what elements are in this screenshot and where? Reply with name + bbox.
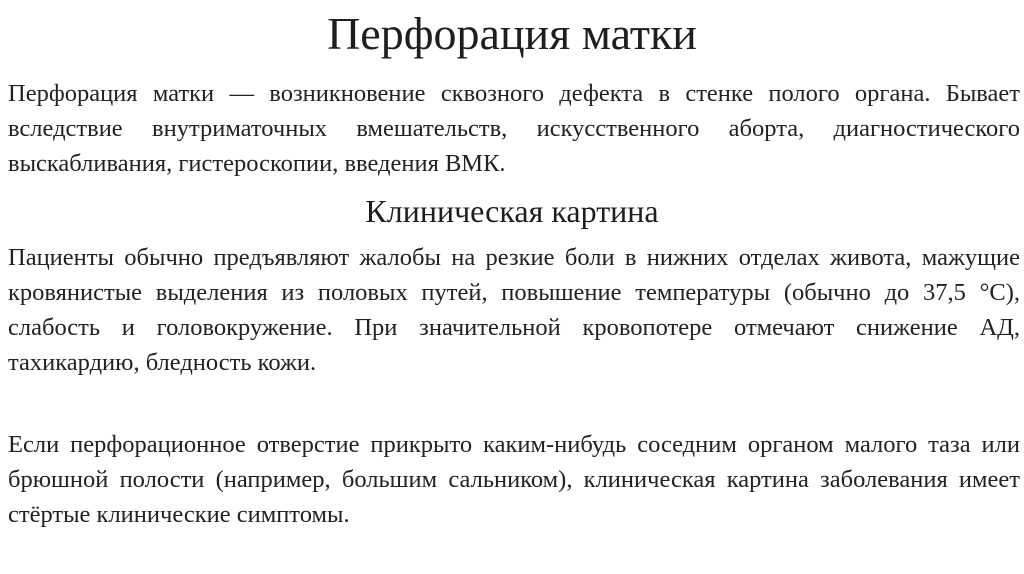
clinical-paragraph-2: Если перфорационное отверстие прикрыто каким-нибудь соседним органом малого таза или брюшной полости (например, большим сальником), клиническая картина заболевания имеет стёртые клинические симптомы. [8, 431, 1020, 528]
clinical-paragraph-1: Пациенты обычно предъявляют жалобы на резкие боли в нижних отделах живота, мажущие кровянистые выделения из половых путей, повышение температуры (обычно до 37,5 °С), слабость и головокружение. При значительной кровопотере отмечают снижение АД, тахикардию, бледность кожи. [8, 244, 1020, 376]
intro-paragraph: Перфорация матки — возникновение сквозного дефекта в стенке полого органа. Бывает вследствие внутриматочных вмешательств, искусственного аборта, диагностического выскабливания, гистероскопии, введения ВМК. [8, 80, 1020, 177]
slide-title: Перфорация матки [327, 8, 697, 59]
section-heading: Клиническая картина [365, 193, 659, 229]
